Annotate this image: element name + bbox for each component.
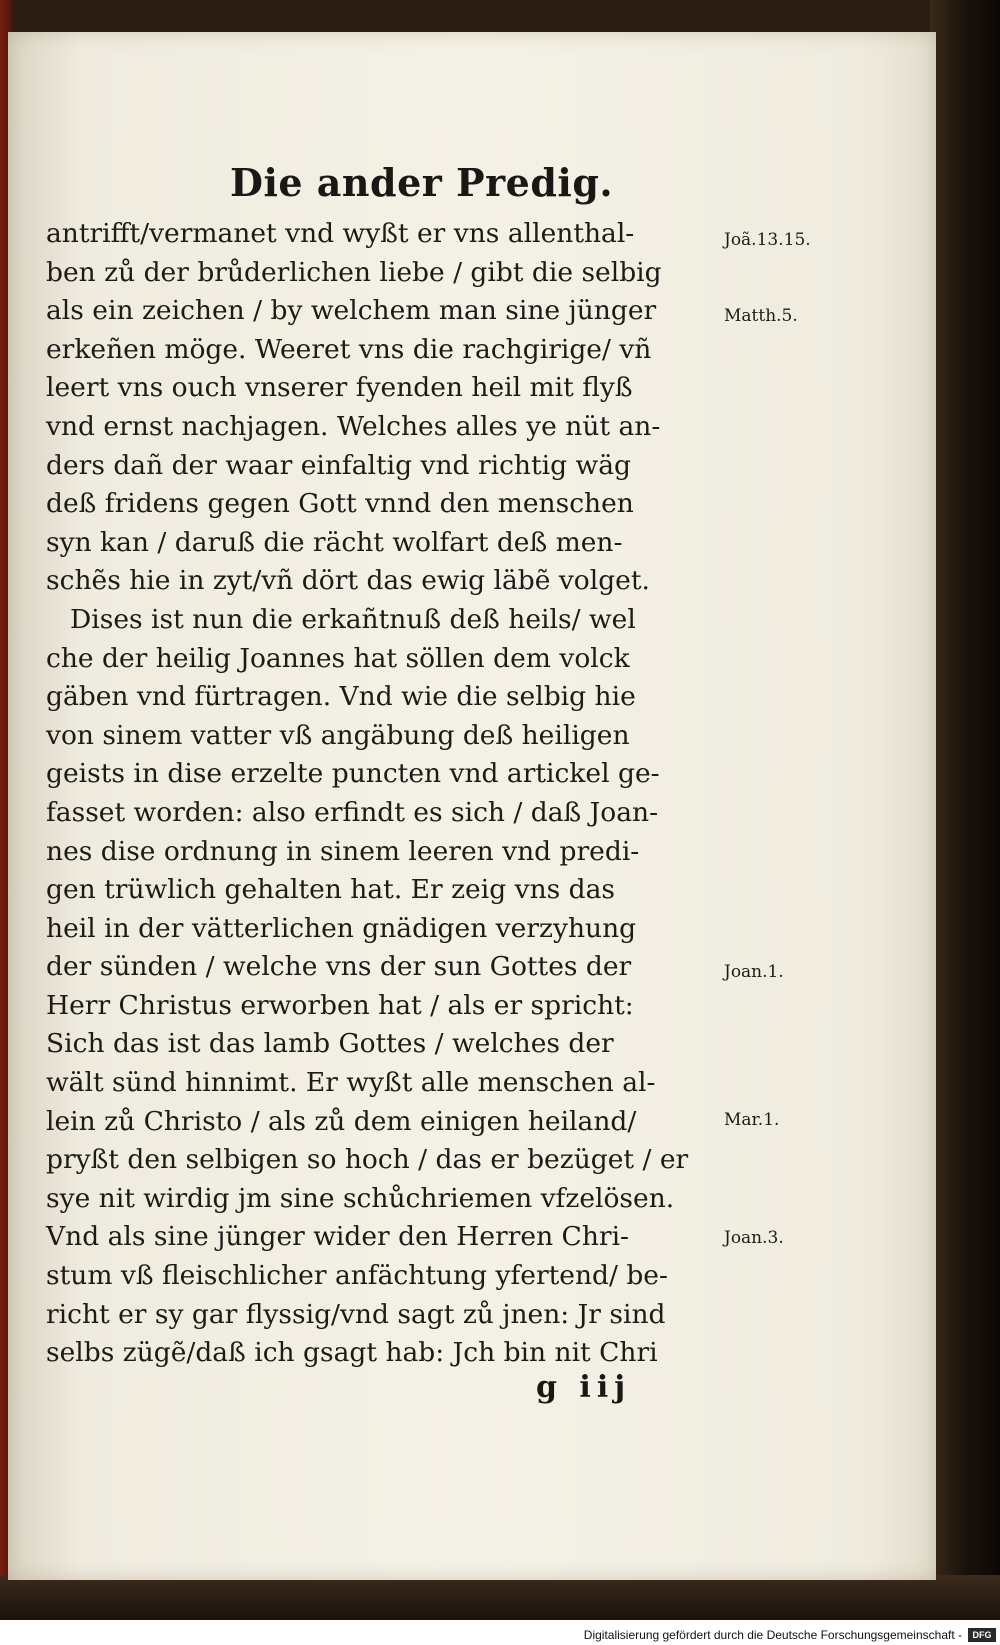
text-line: ders dañ der waar einfaltig vnd richtig wäg <box>46 449 631 481</box>
text-line: als ein zeichen / by welchem man sine jünger <box>46 295 657 327</box>
running-header: Die ander Predig. <box>230 160 614 205</box>
marginal-note: Mar.1. <box>724 1110 780 1130</box>
text-line: pryßt den selbigen so hoch / das er bezüget / er <box>46 1144 689 1176</box>
text-line: stum vß fleischlicher anfächtung yfertend/ be- <box>46 1260 668 1292</box>
text-line: vnd ernst nachjagen. Welches alles ye nüt an- <box>46 410 661 442</box>
text-line: Sich das ist das lamb Gottes / welches der <box>46 1028 614 1060</box>
text-line: Dises ist nun die erkañtnuß deß heils/ wel <box>70 603 636 635</box>
digitization-footer <box>584 1624 1000 1645</box>
marginal-note: Joan.3. <box>724 1228 784 1248</box>
text-line: Vnd als sine jünger wider den Herren Chri- <box>46 1221 629 1253</box>
text-line: geists in dise erzelte puncten vnd artickel ge- <box>46 758 660 790</box>
text-line: von sinem vatter vß angäbung deß heiligen <box>46 719 630 751</box>
text-line: erkeñen möge. Weeret vns die rachgirige/ vñ <box>46 333 652 365</box>
book-page <box>8 32 936 1580</box>
text-line: syn kan / daruß die rächt wolfart deß men- <box>46 526 623 558</box>
body-text <box>46 215 726 1373</box>
marginal-note: Joan.1. <box>724 962 784 982</box>
text-line: richt er sy gar flyssig/vnd sagt zů jnen: Jr sind <box>46 1298 666 1330</box>
text-line: sye nit wirdig jm sine schůchriemen vfzelösen. <box>46 1182 675 1214</box>
text-line: selbs zügẽ/daß ich gsagt hab: Jch bin nit Chri <box>46 1337 658 1369</box>
text-line: gäben vnd fürtragen. Vnd wie die selbig hie <box>46 681 636 713</box>
text-line: lein zů Christo / als zů dem einigen heiland/ <box>46 1105 637 1137</box>
marginal-note: Joã.13.15. <box>724 230 811 250</box>
funding-notice: Digitalisierung gefördert durch die Deutsche Forschungsgemeinschaft - <box>583 1627 962 1642</box>
signature-mark: g iij <box>536 1370 632 1405</box>
text-line: deß fridens gegen Gott vnnd den menschen <box>46 488 634 520</box>
text-line: fasset worden: also erfindt es sich / daß Joan- <box>46 796 659 828</box>
text-line: heil in der vätterlichen gnädigen verzyhung <box>46 912 637 944</box>
text-line: leert vns ouch vnserer fyenden heil mit flyß <box>46 372 633 404</box>
text-line: che der heilig Joannes hat söllen dem volck <box>46 642 630 674</box>
dfg-logo-icon: DFG <box>968 1628 996 1642</box>
book-edge-right <box>930 0 1000 1620</box>
text-line: ben zů der brůderlichen liebe / gibt die selbig <box>46 256 662 288</box>
text-line: gen trüwlich gehalten hat. Er zeig vns das <box>46 874 616 906</box>
text-line: antrifft/vermanet vnd wyßt er vns allenthal- <box>46 218 635 249</box>
text-line: schẽs hie in zyt/vñ dört das ewig läbẽ volget. <box>46 565 650 597</box>
bleed-through-smudge <box>48 1377 168 1399</box>
text-line: der sünden / welche vns der sun Gottes der <box>46 951 632 983</box>
marginal-note: Matth.5. <box>724 306 798 326</box>
text-line: wält sünd hinnimt. Er wyßt alle menschen al- <box>46 1067 656 1099</box>
text-line: nes dise ordnung in sinem leeren vnd predi- <box>46 835 640 867</box>
text-line: Herr Christus erworben hat / als er spricht: <box>46 989 634 1021</box>
book-edge-bottom <box>0 1575 1000 1620</box>
